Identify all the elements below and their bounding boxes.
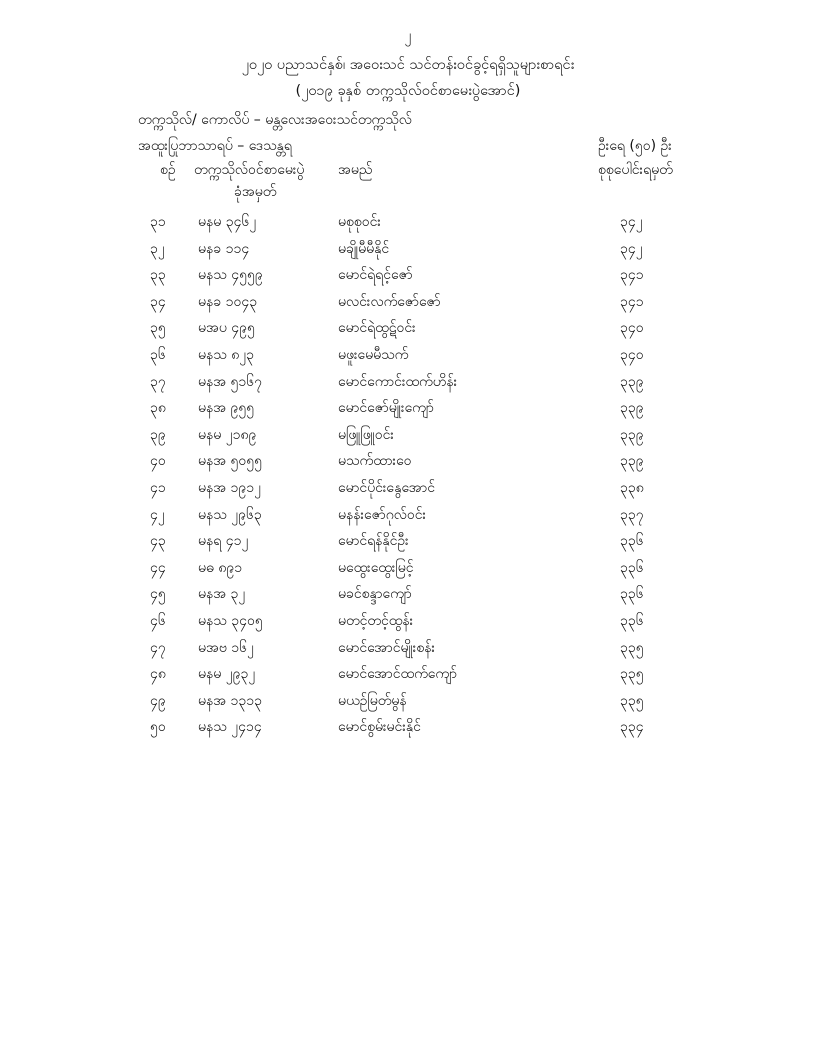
total-marks: ၃၃၆ (620, 612, 644, 629)
page-number: ၂ (404, 28, 412, 44)
headcount-label: ဦးရေ (၅၀) ဦး (598, 138, 672, 154)
row-number: ၃၅ (150, 320, 166, 337)
roll-number: မနသ ၃၄၀၅ (198, 612, 263, 629)
student-name: မောင်အောင်ထက်ကျော် (338, 666, 458, 683)
table-row (0, 318, 816, 345)
row-number: ၃၉ (150, 426, 166, 443)
total-marks: ၃၃၅ (620, 639, 644, 656)
row-number: ၄၀ (150, 453, 166, 470)
roll-number: မအဗ ၁၆၂ (198, 639, 254, 656)
row-number: ၃၈ (150, 400, 166, 417)
row-number: ၄၂ (150, 506, 165, 523)
roll-number: မနအ ၁၉၁၂ (198, 479, 262, 496)
table-row (0, 265, 816, 292)
roll-number: မနခ ၁၁၄ (198, 240, 250, 257)
table-row (0, 531, 816, 558)
row-number: ၄၆ (150, 612, 166, 629)
student-name: မဖြူဖြူဝင်း (338, 426, 394, 443)
student-name: မနန်းဇော်ဂုလ်ဝင်း (338, 506, 427, 523)
total-marks: ၃၄၀ (620, 346, 644, 363)
table-row (0, 398, 816, 425)
student-name: မောင်ဇော်မျိုးကျော် (338, 400, 434, 417)
column-header-name: အမည် (338, 162, 373, 178)
table-row (0, 372, 816, 399)
table-row (0, 638, 816, 665)
roll-number: မနသ ၂၉၆၃ (198, 506, 262, 523)
row-number: ၄၃ (150, 533, 166, 550)
roll-number: မနအ ၅၀၅၅ (198, 453, 263, 470)
row-number: ၄၄ (150, 559, 166, 576)
row-number: ၄၁ (150, 479, 166, 496)
roll-number: မနသ ၈၂၃ (198, 346, 254, 363)
student-name: မလင်းလက်ဇော်ဇော် (338, 293, 441, 310)
student-name: မတင့်တင့်ထွန်း (338, 612, 414, 629)
total-marks: ၃၃၆ (620, 559, 644, 576)
row-number: ၄၅ (150, 586, 166, 603)
student-name: မောင်ရန်နိုင်ဦး (338, 533, 409, 550)
row-number: ၃၆ (150, 346, 166, 363)
roll-number: မနသ ၄၅၅၉ (198, 267, 263, 284)
total-marks: ၃၄၁ (620, 267, 644, 284)
row-number: ၃၃ (150, 267, 166, 284)
student-name: မယဉ်မြတ်မွန် (338, 692, 407, 709)
total-marks: ၃၃၈ (620, 479, 644, 496)
row-number: ၄၈ (150, 666, 166, 683)
table-row (0, 717, 816, 744)
roll-number: မအပ ၄၉၅ (198, 320, 255, 337)
total-marks: ၃၃၅ (620, 692, 644, 709)
total-marks: ၃၃၉ (620, 453, 644, 470)
roll-number: မနသ ၂၄၁၄ (198, 719, 262, 736)
roll-number: မနရ ၄၁၂ (198, 533, 249, 550)
student-name: မောင်ကောင်းထက်ဟိန်း (338, 373, 458, 390)
total-marks: ၃၄၀ (620, 320, 644, 337)
student-name: မချိုမီမီနိုင် (338, 240, 390, 257)
student-name: မောင်စွမ်းမင်းနိုင် (338, 719, 421, 736)
student-name: မောင်ရဲထွဋ်ဝင်း (338, 320, 416, 337)
roll-number: မနမ ၃၄၆၂ (198, 214, 257, 230)
student-name: မစုစုဝင်း (338, 214, 381, 230)
table-row (0, 292, 816, 319)
row-number: ၄၇ (150, 639, 166, 656)
column-header-roll-second-line: ခုံအမှတ် (234, 184, 277, 200)
student-name: မခင်စန္ဒာကျော် (338, 586, 412, 603)
table-row (0, 611, 816, 638)
table-row (0, 212, 816, 239)
row-number: ၃၄ (150, 293, 166, 310)
total-marks: ၃၃၇ (620, 506, 644, 523)
student-name: မောင်ပိုင်းနွေအောင် (338, 479, 435, 496)
total-marks: ၃၃၉ (620, 426, 644, 443)
row-number: ၃၂ (150, 240, 165, 257)
row-number: ၃၁ (150, 214, 166, 230)
table-row (0, 584, 816, 611)
column-header-roll: တက္ကသိုလ်ဝင်စာမေးပွဲ (194, 162, 305, 178)
roll-number: မနခ ၁၀၄၃ (198, 293, 258, 310)
total-marks: ၃၃၆ (620, 533, 644, 550)
roll-number: မဓ ၈၉၁ (198, 559, 243, 576)
table-row (0, 425, 816, 452)
column-header-no: စဉ် (160, 162, 176, 178)
student-name: မသက်ထားဝေ (338, 453, 412, 470)
total-marks: ၃၃၉ (620, 400, 644, 417)
student-name: မဖူးမေမီသက် (338, 346, 409, 363)
document-title: ၂၀၂၀ ပညာသင်နှစ်၊ အဝေးသင် သင်တန်းဝင်ခွင့်ရရှိသူများစာရင်း (241, 57, 575, 73)
roll-number: မနအ ၁၃၁၃ (198, 692, 263, 709)
student-name: မောင်ရဲရင့်ဇော် (338, 267, 413, 284)
total-marks: ၃၃၉ (620, 373, 644, 390)
roll-number: မနမ ၂၉၃၂ (198, 666, 256, 683)
results-table (0, 212, 816, 744)
student-name: မထွေးထွေးမြင့် (338, 559, 414, 576)
row-number: ၃၇ (150, 373, 166, 390)
total-marks: ၃၃၄ (620, 719, 644, 736)
column-header-marks: စုစုပေါင်းရမှတ် (598, 162, 673, 178)
table-row (0, 239, 816, 266)
total-marks: ၃၄၂ (620, 214, 643, 230)
total-marks: ၃၃၆ (620, 586, 644, 603)
roll-number: မနအ ၉၅၅ (198, 400, 255, 417)
row-number: ၅၀ (150, 719, 166, 736)
row-number: ၄၉ (150, 692, 166, 709)
major-label: အထူးပြုဘာသာရပ် – ဒေသန္တရ (138, 138, 292, 154)
student-name: မောင်အောင်မျိုးစန်း (338, 639, 436, 656)
document-subtitle: (၂၀၁၉ ခုနှစ် တက္ကသိုလ်ဝင်စာမေးပွဲအောင်) (295, 83, 521, 99)
table-row (0, 345, 816, 372)
table-row (0, 664, 816, 691)
roll-number: မနမ ၂၁၈၉ (198, 426, 257, 443)
university-label: တက္ကသိုလ်/ ကောလိပ် – မန္တလေးအဝေးသင်တက္ကသိုလ် (138, 112, 412, 128)
roll-number: မနအ ၃၂ (198, 586, 246, 603)
table-row (0, 691, 816, 718)
table-row (0, 451, 816, 478)
table-row (0, 558, 816, 585)
total-marks: ၃၄၂ (620, 240, 643, 257)
roll-number: မနအ ၅၁၆၇ (198, 373, 263, 390)
table-row (0, 478, 816, 505)
total-marks: ၃၄၁ (620, 293, 644, 310)
total-marks: ၃၃၅ (620, 666, 644, 683)
table-row (0, 505, 816, 532)
